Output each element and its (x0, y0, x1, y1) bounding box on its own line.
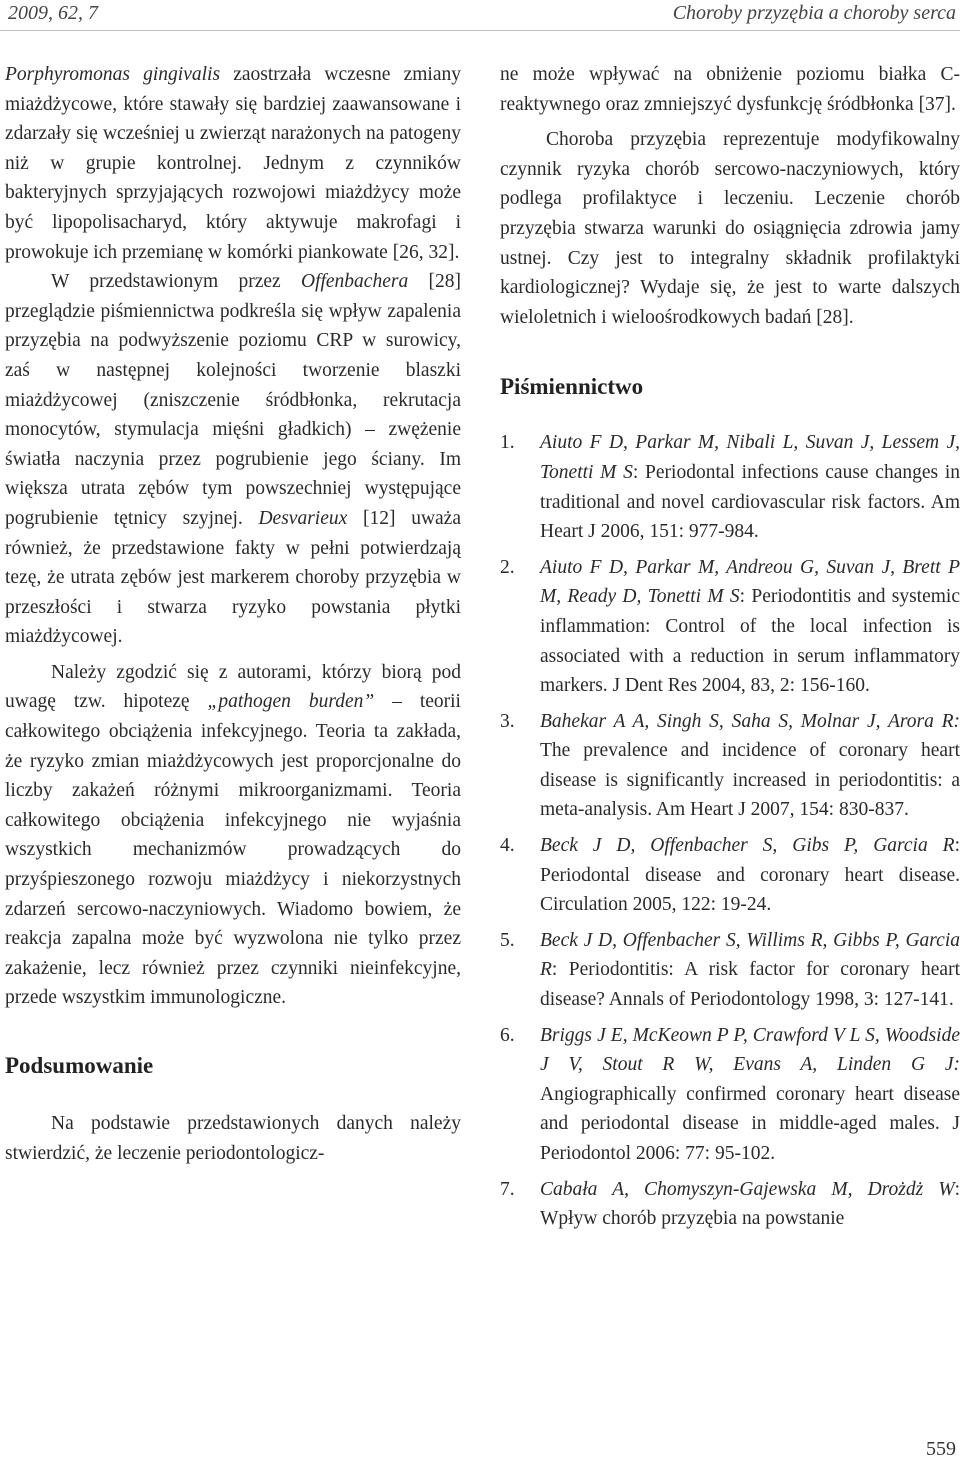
reference-authors: Beck J D, Offenbacher S, Willims R, Gibbs P, Garcia R (540, 929, 960, 981)
paragraph-text: [12] uważa również, że przedstawione fakty w pełni potwierdzają tezę, że utrata zębów jest markerem choroby przyzębia w przeszłości i stwarza ryzyko powstania płytki miażdżycowej. (5, 507, 461, 648)
paragraph-text: Należy zgodzić się z autorami, którzy biorą pod uwagę tzw. hipotezę (5, 661, 461, 713)
reference-details: : Periodontal infections cause changes in traditional and novel cardiovascular risk factors. Am Heart J 2006, 151: 977-984. (540, 461, 960, 543)
reference-item (500, 553, 960, 701)
italic-term: Porphyromonas gingivalis (5, 64, 221, 85)
reference-details: : Periodontitis: A risk factor for coronary heart disease? Annals of Periodontology 1998, 3: 127-141. (540, 959, 960, 1011)
reference-details: : Wpływ chorób przyzębia na powstanie (540, 1178, 960, 1230)
reference-number: 4. (500, 835, 515, 857)
paragraph: Choroba przyzębia reprezentuje modyfikowalny czynnik ryzyka chorób sercowo-naczyniowych, który podlega profilaktyce i leczeniu. Leczenie chorób przyzębia stwarza warunki do osiągnięcia zdrowia jamy ustnej. Czy jest to integralny składnik profilaktyki kardiologicznej? Wydaje się, że jest to warte dalszych wieloletnich i wieloośrodkowych badań [28]. (500, 129, 960, 328)
reference-number: 3. (500, 710, 515, 732)
paragraph-text: W przedstawionym przez (51, 271, 301, 293)
reference-details: The prevalence and incidence of coronary heart disease is significantly increased in periodontitis: a meta-analysis. Am Heart J 2007, 154: 830-837. (540, 740, 960, 821)
paragraph-text: – teorii całkowitego obciążenia infekcyjnego. Teoria ta zakłada, że ryzyko zmian miażdżycowych jest proporcjonalne do liczby zakażeń różnymi mikroorganizmami. Teoria całkowitego obciążenia infekcyjnego nie wyjaśnia wszystkich mechanizmów prowadzących do przyśpieszonego rozwoju miażdżycy i niekorzystnych zdarzeń sercowo-naczyniowych. Wiadomo bowiem, że reakcja zapalna może być wyzwolona nie tylko przez zakażenie, lecz również przez czynniki nieinfekcyjne, przede wszystkim immunologiczne. (5, 691, 461, 1009)
italic-term: „pathogen burden” (207, 691, 375, 713)
paragraph-text: [28] przeglądzie piśmiennictwa podkreśla się wpływ zapalenia przyzębia na podwyższenie poziomu CRP w surowicy, zaś w następnej kolejności tworzenie blaszki miażdżycowej (zniszczenie śródbłonka, rekrutacja monocytów, stymulacja mięśni gładkich) – zwężenie światła naczynia przez pogrubienie jego ściany. Im większa utrata zębów tym powszechniej występujące pogrubienie tętnicy szyjnej. (5, 271, 461, 529)
reference-number: 5. (500, 929, 515, 951)
right-column (500, 60, 960, 1240)
reference-authors: Cabała A, Chomyszyn-Gajewska M, Drożdż W (540, 1178, 955, 1200)
reference-number: 2. (500, 556, 515, 578)
page-number: 559 (926, 1438, 956, 1460)
reference-number: 7. (500, 1178, 515, 1200)
reference-authors: Bahekar A A, Singh S, Saha S, Molnar J, Arora R: (540, 710, 960, 732)
reference-item (500, 831, 960, 920)
reference-authors: Beck J D, Offenbacher S, Gibs P, Garcia R (540, 835, 955, 857)
reference-authors: Aiuto F D, Parkar M, Andreou G, Suvan J, Brett P M, Ready D, Tonetti M S (540, 556, 960, 608)
left-column (5, 60, 461, 1168)
reference-details: : Periodontitis and systemic inflammation: Control of the local infection is associated with a reduction in serum inflammatory markers. J Dent Res 2004, 83, 2: 156-160. (540, 586, 960, 697)
reference-details: : Periodontal disease and coronary heart disease. Circulation 2005, 122: 19-24. (540, 835, 960, 916)
reference-details: Angiographically confirmed coronary heart disease and periodontal disease in middle-aged males. J Periodontol 2006: 77: 95-102. (540, 1083, 960, 1164)
reference-item (500, 1021, 960, 1169)
reference-list (500, 428, 960, 1233)
summary-heading: Podsumowanie (5, 1053, 154, 1078)
paragraph-text: zaostrzała wczesne zmiany miażdżycowe, które stawały się bardziej zaawansowane i zdarzały się wcześniej u zwierząt narażonych na patogeny niż w grupie kontrolnej. Jednym z czynników bakteryjnych sprzyjających rozwojowi miażdżycy może być lipopolisacharyd, który aktywuje makrofagi i prowokuje ich przemianę w komórki piankowate [26, 32]. (5, 64, 461, 263)
reference-item (500, 926, 960, 1015)
reference-number: 6. (500, 1024, 515, 1046)
reference-item (500, 707, 960, 825)
running-title: Choroby przyzębia a choroby serca (672, 2, 956, 24)
italic-author: Desvarieux (258, 507, 348, 529)
reference-authors: Aiuto F D, Parkar M, Nibali L, Suvan J, Lessem J, Tonetti M S (540, 432, 960, 483)
reference-authors: Briggs J E, McKeown P P, Crawford V L S, Woodside J V, Stout R W, Evans A, Linden G J: (540, 1024, 960, 1076)
reference-item (500, 1175, 960, 1234)
paragraph: ne może wpływać na obniżenie poziomu białka C-reaktywnego oraz zmniejszyć dysfunkcję śródbłonka [37]. (500, 64, 960, 115)
running-header (0, 0, 960, 31)
italic-author: Offenbachera (300, 271, 409, 293)
paragraph (5, 267, 461, 652)
reference-number: 1. (500, 432, 515, 454)
journal-issue: 2009, 62, 7 (8, 2, 98, 24)
reference-item (500, 428, 960, 546)
references-heading: Piśmiennictwo (500, 374, 644, 400)
paragraph: Na podstawie przedstawionych danych należy stwierdzić, że leczenie periodontologicz- (5, 1113, 461, 1164)
paragraph (5, 60, 461, 267)
paragraph (5, 658, 461, 1013)
